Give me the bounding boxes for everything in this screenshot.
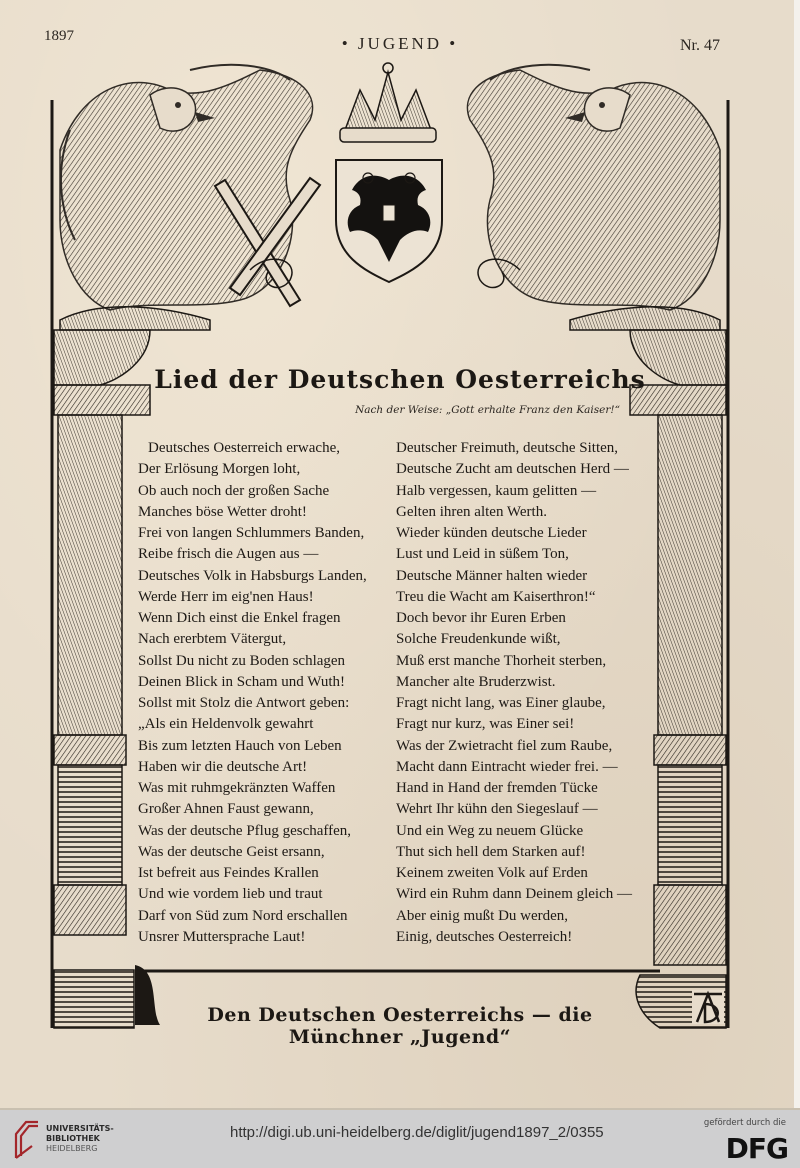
verse-line: Was der deutsche Pflug geschaffen, bbox=[138, 822, 352, 839]
verse-line: Thut sich hell dem Starken auf! bbox=[396, 843, 586, 860]
library-line-1: UNIVERSITÄTS- bbox=[46, 1124, 114, 1133]
verse-line: Bis zum letzten Hauch von Leben bbox=[138, 737, 342, 754]
verse-line: Haben wir die deutsche Art! bbox=[138, 759, 308, 776]
verse-line: Fragt nur kurz, was Einer sei! bbox=[396, 716, 575, 733]
verse-line: Muß erst manche Thorheit sterben, bbox=[396, 652, 607, 669]
verse-line: Frei von langen Schlummers Banden, bbox=[138, 525, 365, 542]
header-masthead: • JUGEND • bbox=[341, 34, 459, 53]
header-issue-number: Nr. 47 bbox=[680, 37, 720, 54]
verse-line: Reibe frisch die Augen aus — bbox=[138, 546, 319, 563]
university-library-name bbox=[46, 1124, 114, 1154]
verse-line: Deutscher Freimuth, deutsche Sitten, bbox=[396, 440, 619, 456]
permalink-url[interactable]: http://digi.ub.uni-heidelberg.de/diglit/jugend1897_2/0355 bbox=[230, 1124, 604, 1141]
library-line-3: HEIDELBERG bbox=[46, 1144, 98, 1153]
verse-line: Wird ein Ruhm dann Deinem gleich — bbox=[396, 886, 633, 903]
stanza-3 bbox=[138, 608, 349, 778]
verse-line: Aber einig mußt Du werden, bbox=[396, 907, 569, 924]
library-line-2: BIBLIOTHEK bbox=[46, 1134, 100, 1143]
digitization-footer bbox=[0, 1110, 800, 1168]
stanza-2 bbox=[396, 438, 629, 608]
stanza-5 bbox=[138, 778, 351, 948]
poem-title: Lied der Deutschen Oesterreichs bbox=[154, 365, 646, 394]
verse-line: Deutsches Oesterreich erwache, bbox=[148, 440, 340, 456]
verse-line: Gelten ihren alten Werth. bbox=[396, 503, 547, 520]
header-year: 1897 bbox=[44, 28, 74, 44]
verse-line: Was der Zwietracht fiel zum Raube, bbox=[396, 737, 613, 754]
verse-line: Keinem zweiten Volk auf Erden bbox=[396, 865, 588, 882]
poem-subtitle: Nach der Weise: „Gott erhalte Franz den Kaiser!“ bbox=[355, 404, 620, 416]
verse-line: Ist befreit aus Feindes Krallen bbox=[138, 865, 319, 882]
verse-line: Einig, deutsches Oesterreich! bbox=[396, 929, 573, 946]
verse-line: Mancher alte Bruderzwist. bbox=[396, 673, 556, 690]
verse-line: Was der deutsche Geist ersann, bbox=[138, 843, 325, 860]
verse-line: Halb vergessen, kaum gelitten — bbox=[396, 482, 597, 499]
verse-line: Unsrer Muttersprache Laut! bbox=[138, 929, 306, 946]
university-library-logo-icon bbox=[10, 1118, 42, 1160]
verse-line: Wieder künden deutsche Lieder bbox=[396, 525, 587, 542]
verse-line: Hand in Hand der fremden Tücke bbox=[396, 780, 598, 796]
verse-line: Solche Freudenkunde wißt, bbox=[396, 631, 561, 648]
verse-line: Deutsches Volk in Habsburgs Landen, bbox=[138, 567, 367, 584]
verse-line: Treu die Wacht am Kaiserthron!“ bbox=[396, 589, 596, 606]
verse-line: Lust und Leid in süßem Ton, bbox=[396, 546, 569, 563]
stanza-1 bbox=[138, 438, 367, 608]
verse-line: Was mit ruhmgekränzten Waffen bbox=[138, 780, 336, 796]
verse-line: Deinen Blick in Scham und Wuth! bbox=[138, 673, 346, 690]
verse-line: Und ein Weg zu neuem Glücke bbox=[396, 822, 584, 839]
verse-line: Ob auch noch der großen Sache bbox=[138, 482, 330, 499]
verse-line: Deutsche Männer halten wieder bbox=[396, 567, 588, 584]
verse-line: Der Erlösung Morgen loht, bbox=[138, 461, 301, 478]
stanza-4 bbox=[396, 608, 618, 778]
griffin-right bbox=[467, 65, 720, 310]
verse-line: Wenn Dich einst die Enkel fragen bbox=[138, 610, 341, 626]
verse-line: Sollst Du nicht zu Boden schlagen bbox=[138, 652, 346, 669]
column-right bbox=[630, 330, 726, 1028]
verse-line: Macht dann Eintracht wieder frei. — bbox=[396, 759, 618, 776]
verse-line: Werde Herr im eig'nen Haus! bbox=[138, 589, 314, 606]
verse-line: Darf von Süd zum Nord erschallen bbox=[138, 907, 348, 924]
double-headed-eagle-shield bbox=[336, 160, 442, 282]
dedication-line: Den Deutschen Oesterreichs — die Münchner „Jugend“ bbox=[207, 1004, 593, 1048]
stanza-6 bbox=[396, 778, 632, 948]
verse-line: Manches böse Wetter droht! bbox=[138, 503, 307, 520]
verse-line: Sollst mit Stolz die Antwort geben: bbox=[138, 695, 350, 712]
verse-line: Doch bevor ihr Euren Erben bbox=[396, 610, 566, 626]
verse-line: Fragt nicht lang, was Einer glaube, bbox=[396, 695, 606, 712]
imperial-crown bbox=[340, 63, 436, 142]
verse-line: Und wie vordem lieb und traut bbox=[138, 886, 323, 903]
verse-line: Wehrt Ihr kühn den Siegeslauf — bbox=[396, 801, 598, 818]
verse-line: Nach ererbtem Vätergut, bbox=[138, 631, 287, 648]
verse-line: Großer Ahnen Faust gewann, bbox=[138, 801, 314, 818]
funded-by-label: gefördert durch die bbox=[703, 1118, 786, 1128]
verse-line: Deutsche Zucht am deutschen Herd — bbox=[396, 461, 629, 478]
dfg-logo: DFG bbox=[725, 1132, 788, 1165]
verse-line: „Als ein Heldenvolk gewahrt bbox=[138, 716, 314, 733]
